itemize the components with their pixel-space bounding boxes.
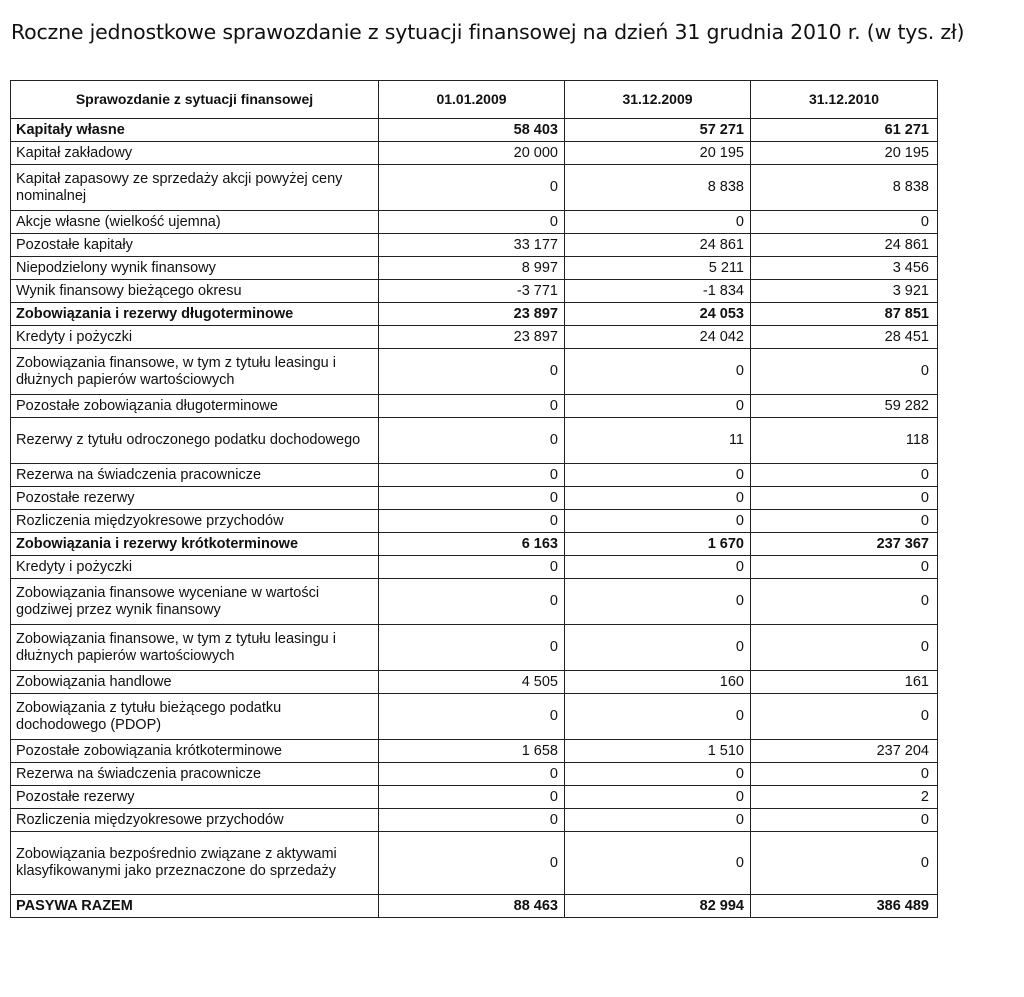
row-value: 24 861 [751,234,938,257]
row-value: 57 271 [565,119,751,142]
row-value: 8 838 [565,165,751,211]
row-value: 0 [379,625,565,671]
row-value: 23 897 [379,303,565,326]
row-value: 20 000 [379,142,565,165]
row-value: 0 [565,694,751,740]
row-label: Zobowiązania finansowe, w tym z tytułu leasingu i dłużnych papierów wartościowych [11,349,379,395]
table-row [11,280,938,303]
financial-statement-table [10,80,938,918]
table-row [11,119,938,142]
row-value: 0 [565,786,751,809]
row-value: 0 [565,625,751,671]
row-label: Zobowiązania i rezerwy krótkoterminowe [11,533,379,556]
row-label: Zobowiązania finansowe, w tym z tytułu leasingu i dłużnych papierów wartościowych [11,625,379,671]
row-value: -1 834 [565,280,751,303]
row-value: 0 [751,579,938,625]
row-value: 61 271 [751,119,938,142]
table-row [11,487,938,510]
table-row [11,395,938,418]
row-value: -3 771 [379,280,565,303]
row-value: 28 451 [751,326,938,349]
table-row [11,464,938,487]
row-value: 0 [379,786,565,809]
row-label: PASYWA RAZEM [11,895,379,918]
table-row [11,510,938,533]
row-value: 0 [751,763,938,786]
header-date-column: 01.01.2009 [379,81,565,119]
row-value: 20 195 [751,142,938,165]
row-value: 0 [751,556,938,579]
row-value: 0 [379,165,565,211]
row-value: 4 505 [379,671,565,694]
row-value: 6 163 [379,533,565,556]
header-date-column: 31.12.2010 [751,81,938,119]
row-label: Kapitał zakładowy [11,142,379,165]
row-value: 24 053 [565,303,751,326]
row-value: 0 [379,395,565,418]
row-label: Kredyty i pożyczki [11,556,379,579]
table-row [11,303,938,326]
row-label: Zobowiązania bezpośrednio związane z aktywami klasyfikowanymi jako przeznaczone do sprzedaży [11,832,379,895]
row-value: 5 211 [565,257,751,280]
row-value: 0 [751,464,938,487]
row-value: 0 [379,487,565,510]
row-value: 3 921 [751,280,938,303]
row-value: 8 838 [751,165,938,211]
row-value: 0 [565,556,751,579]
row-value: 0 [565,510,751,533]
table-body [11,119,938,918]
row-value: 0 [565,487,751,510]
row-label: Rezerwy z tytułu odroczonego podatku dochodowego [11,418,379,464]
row-value: 0 [379,832,565,895]
row-value: 0 [379,579,565,625]
row-value: 33 177 [379,234,565,257]
row-value: 0 [751,349,938,395]
table-row [11,349,938,395]
row-value: 87 851 [751,303,938,326]
row-value: 386 489 [751,895,938,918]
table-row [11,671,938,694]
table-row [11,234,938,257]
row-value: 24 861 [565,234,751,257]
row-value: 1 510 [565,740,751,763]
row-value: 0 [565,832,751,895]
row-label: Pozostałe zobowiązania krótkoterminowe [11,740,379,763]
row-value: 58 403 [379,119,565,142]
row-value: 0 [751,809,938,832]
row-value: 237 204 [751,740,938,763]
row-value: 161 [751,671,938,694]
table-row [11,740,938,763]
row-value: 0 [751,832,938,895]
row-value: 59 282 [751,395,938,418]
table-row [11,142,938,165]
row-value: 11 [565,418,751,464]
row-label: Zobowiązania finansowe wyceniane w wartości godziwej przez wynik finansowy [11,579,379,625]
row-value: 0 [565,763,751,786]
row-value: 0 [751,510,938,533]
row-value: 0 [565,579,751,625]
row-value: 23 897 [379,326,565,349]
row-value: 2 [751,786,938,809]
row-value: 0 [751,211,938,234]
row-label: Pozostałe kapitały [11,234,379,257]
row-value: 0 [565,395,751,418]
row-value: 0 [565,211,751,234]
row-label: Zobowiązania z tytułu bieżącego podatku dochodowego (PDOP) [11,694,379,740]
row-label: Wynik finansowy bieżącego okresu [11,280,379,303]
row-value: 0 [379,418,565,464]
table-header-row [11,81,938,119]
row-value: 0 [379,694,565,740]
row-label: Kredyty i pożyczki [11,326,379,349]
header-label-column: Sprawozdanie z sytuacji finansowej [11,81,379,119]
row-value: 8 997 [379,257,565,280]
table-row [11,556,938,579]
row-label: Niepodzielony wynik finansowy [11,257,379,280]
row-label: Rozliczenia międzyokresowe przychodów [11,510,379,533]
row-label: Rezerwa na świadczenia pracownicze [11,464,379,487]
row-value: 24 042 [565,326,751,349]
table-row [11,533,938,556]
table-row [11,763,938,786]
row-label: Kapitały własne [11,119,379,142]
row-value: 160 [565,671,751,694]
row-label: Pozostałe rezerwy [11,487,379,510]
table-row [11,786,938,809]
row-value: 0 [379,809,565,832]
row-value: 1 658 [379,740,565,763]
row-value: 3 456 [751,257,938,280]
row-value: 0 [379,211,565,234]
row-value: 118 [751,418,938,464]
table-row [11,326,938,349]
row-label: Rezerwa na świadczenia pracownicze [11,763,379,786]
table-row [11,257,938,280]
table-row [11,165,938,211]
row-value: 0 [751,487,938,510]
row-label: Rozliczenia międzyokresowe przychodów [11,809,379,832]
table-row [11,625,938,671]
row-value: 0 [379,349,565,395]
row-value: 88 463 [379,895,565,918]
row-value: 0 [565,349,751,395]
row-value: 0 [379,763,565,786]
row-value: 237 367 [751,533,938,556]
row-label: Pozostałe rezerwy [11,786,379,809]
table-row [11,832,938,895]
row-value: 0 [751,694,938,740]
table-row [11,418,938,464]
table-row [11,694,938,740]
document-title: Roczne jednostkowe sprawozdanie z sytuacji finansowej na dzień 31 grudnia 2010 r. (w tys. zł) [11,20,965,44]
table-row [11,809,938,832]
row-value: 82 994 [565,895,751,918]
row-value: 0 [379,556,565,579]
row-value: 0 [565,464,751,487]
row-label: Zobowiązania handlowe [11,671,379,694]
row-label: Kapitał zapasowy ze sprzedaży akcji powyżej ceny nominalnej [11,165,379,211]
row-label: Pozostałe zobowiązania długoterminowe [11,395,379,418]
table-row [11,211,938,234]
row-value: 0 [379,510,565,533]
row-label: Akcje własne (wielkość ujemna) [11,211,379,234]
row-value: 0 [751,625,938,671]
table-row [11,895,938,918]
row-value: 0 [565,809,751,832]
row-value: 1 670 [565,533,751,556]
row-label: Zobowiązania i rezerwy długoterminowe [11,303,379,326]
row-value: 20 195 [565,142,751,165]
row-value: 0 [379,464,565,487]
table-row [11,579,938,625]
header-date-column: 31.12.2009 [565,81,751,119]
